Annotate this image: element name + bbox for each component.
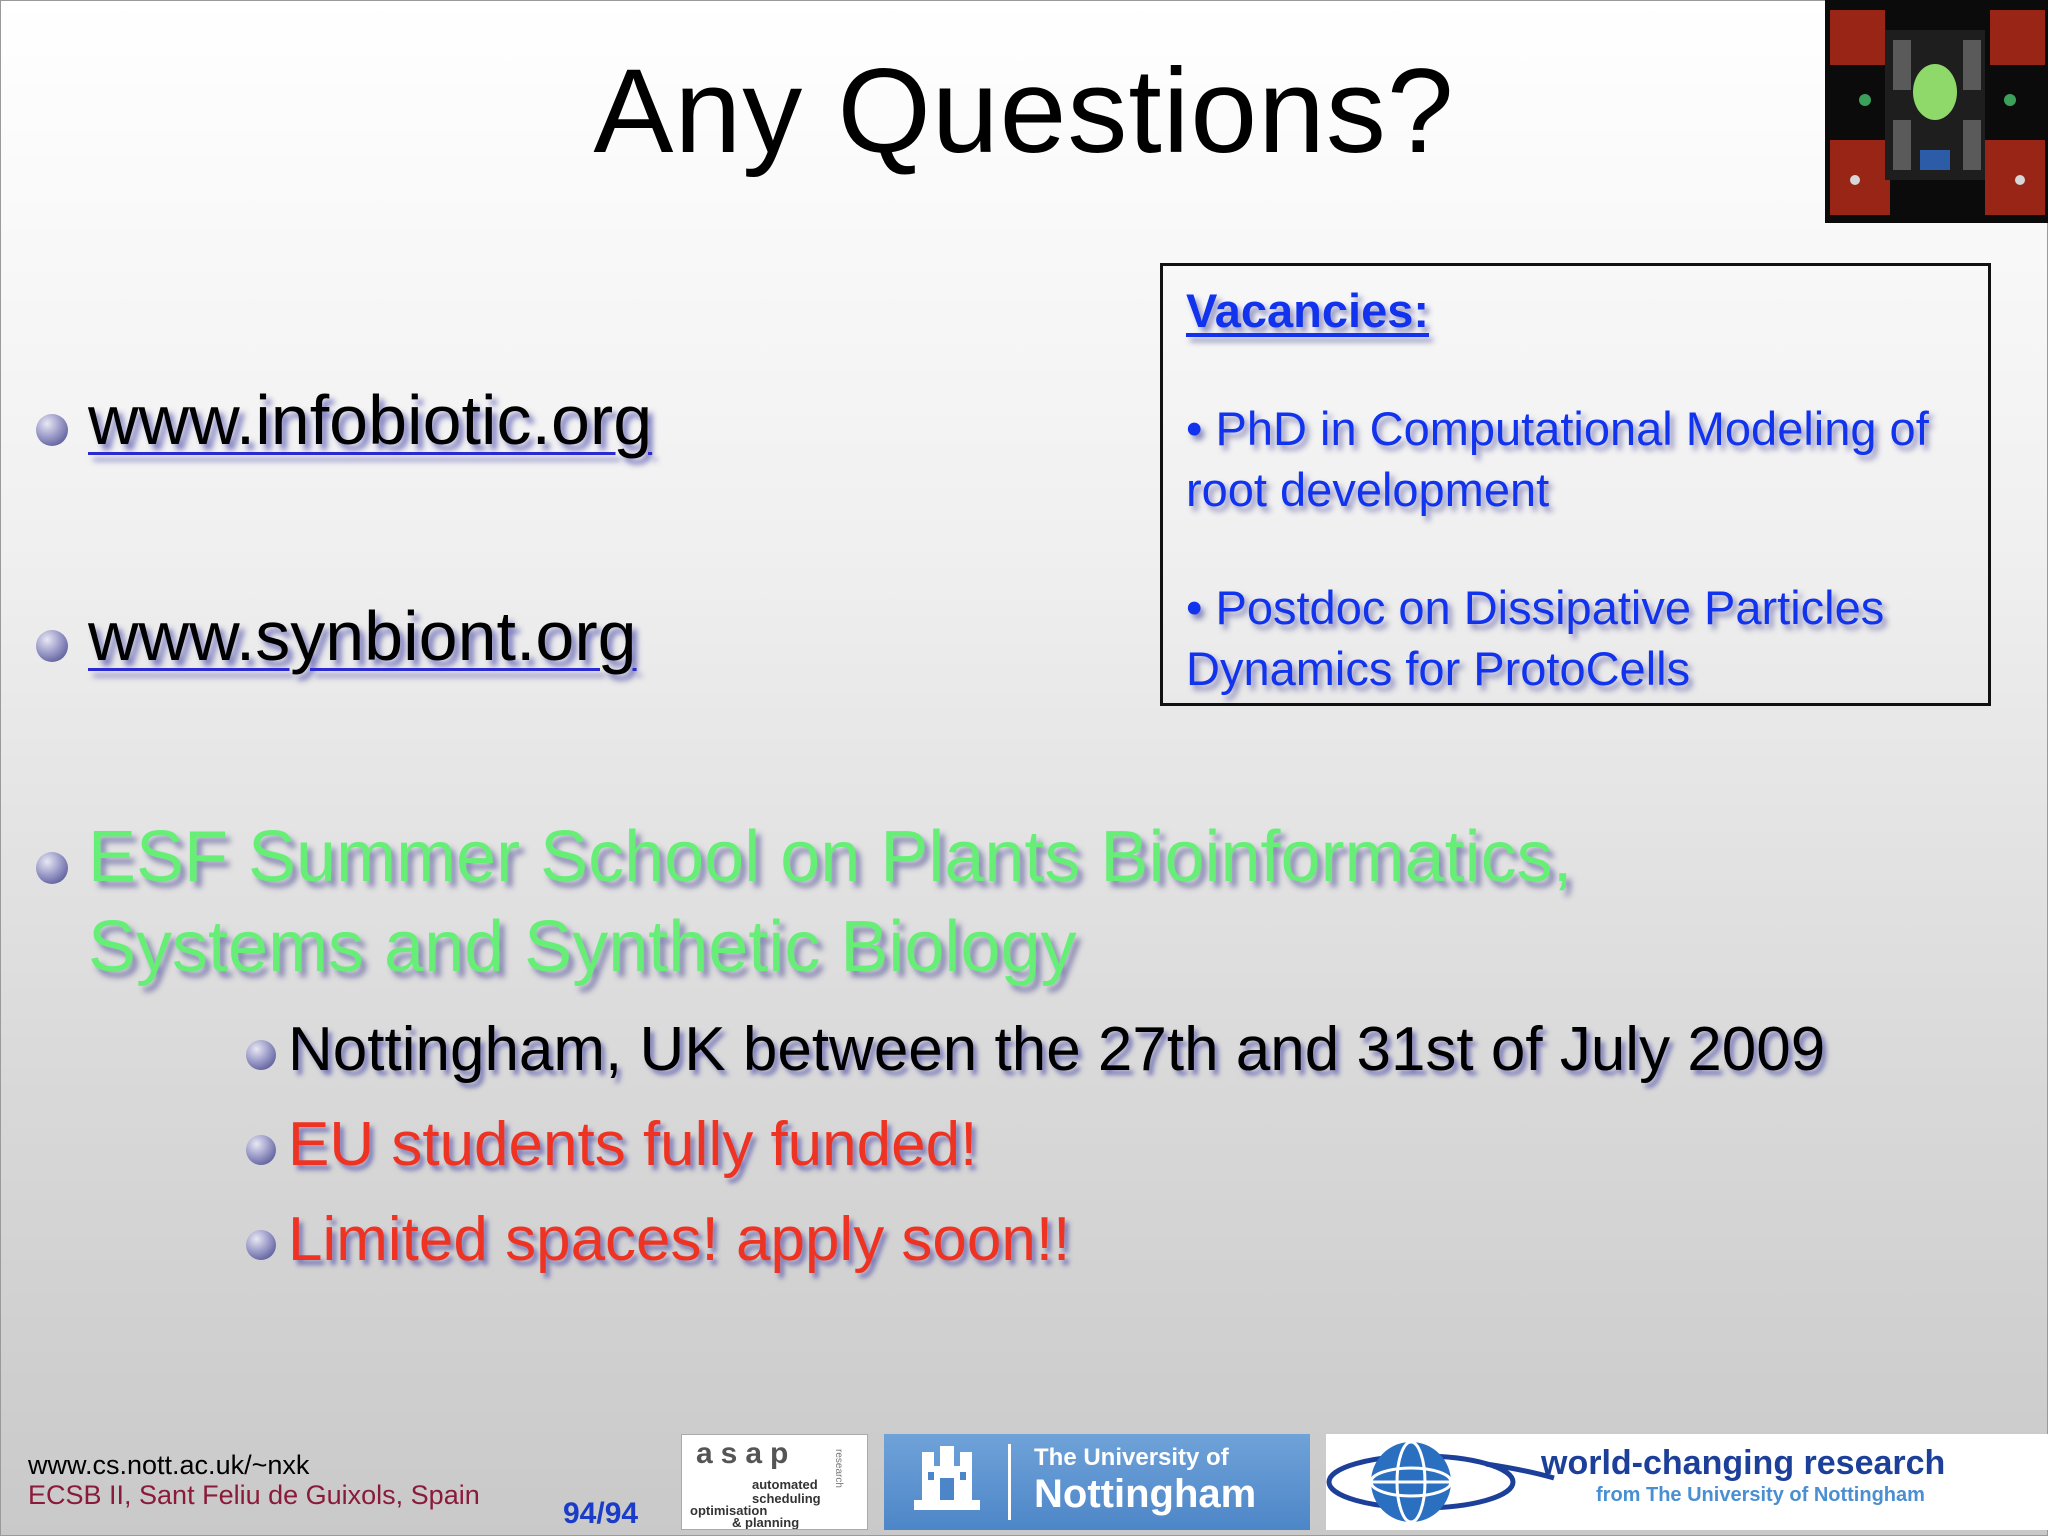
vacancies-box — [1160, 263, 1991, 706]
bullet-icon — [36, 414, 68, 446]
asap-logo-line: scheduling — [752, 1491, 821, 1506]
globe-icon — [1326, 1434, 1556, 1530]
vacancies-title: Vacancies: — [1186, 284, 1430, 337]
school-detail-location: Nottingham, UK between the 27th and 31st of July 2009 — [288, 1015, 1826, 1084]
asap-logo-line: automated — [752, 1477, 818, 1492]
corner-image — [1825, 0, 2048, 223]
vacancy-phd: • PhD in Computational Modeling of root development — [1186, 402, 1929, 516]
bullet-icon — [246, 1230, 276, 1260]
world-logo-line2: from The University of Nottingham — [1596, 1484, 1925, 1506]
asap-logo-line: & planning — [732, 1515, 800, 1530]
bullet-icon — [246, 1040, 276, 1070]
nottingham-logo-divider — [1008, 1444, 1011, 1520]
school-detail-spaces: Limited spaces! apply soon!! — [288, 1205, 1071, 1274]
asap-logo-word: asap — [696, 1437, 797, 1470]
world-changing-logo — [1326, 1434, 2048, 1530]
infobiotic-link[interactable]: www.infobiotic.org — [88, 381, 653, 459]
footer-url: www.cs.nott.ac.uk/~nxk — [28, 1450, 310, 1480]
school-detail-funding: EU students fully funded! — [288, 1110, 978, 1179]
nottingham-logo-line1: The University of — [1034, 1444, 1229, 1471]
bullet-icon — [246, 1135, 276, 1165]
nottingham-logo-line2: Nottingham — [1034, 1472, 1257, 1516]
summer-school-text: ESF Summer School on Plants Bioinformatics, Systems and Synthetic Biology — [88, 817, 1573, 987]
asap-logo-side: research — [833, 1449, 844, 1488]
nottingham-logo — [884, 1434, 1310, 1530]
bullet-icon — [36, 852, 68, 884]
bullet-icon — [36, 630, 68, 662]
world-logo-line1: world-changing research — [1541, 1444, 1946, 1482]
slide-title: Any Questions? — [593, 44, 1455, 178]
footer-event: ECSB II, Sant Feliu de Guixols, Spain — [28, 1480, 480, 1510]
asap-logo — [681, 1434, 868, 1530]
asap-logo-line: optimisation — [690, 1503, 768, 1518]
page-number: 94/94 — [563, 1497, 639, 1530]
vacancy-postdoc: • Postdoc on Dissipative Particles Dynamics for ProtoCells — [1186, 581, 1885, 695]
synbiont-link[interactable]: www.synbiont.org — [88, 597, 637, 675]
castle-icon — [894, 1434, 1004, 1530]
